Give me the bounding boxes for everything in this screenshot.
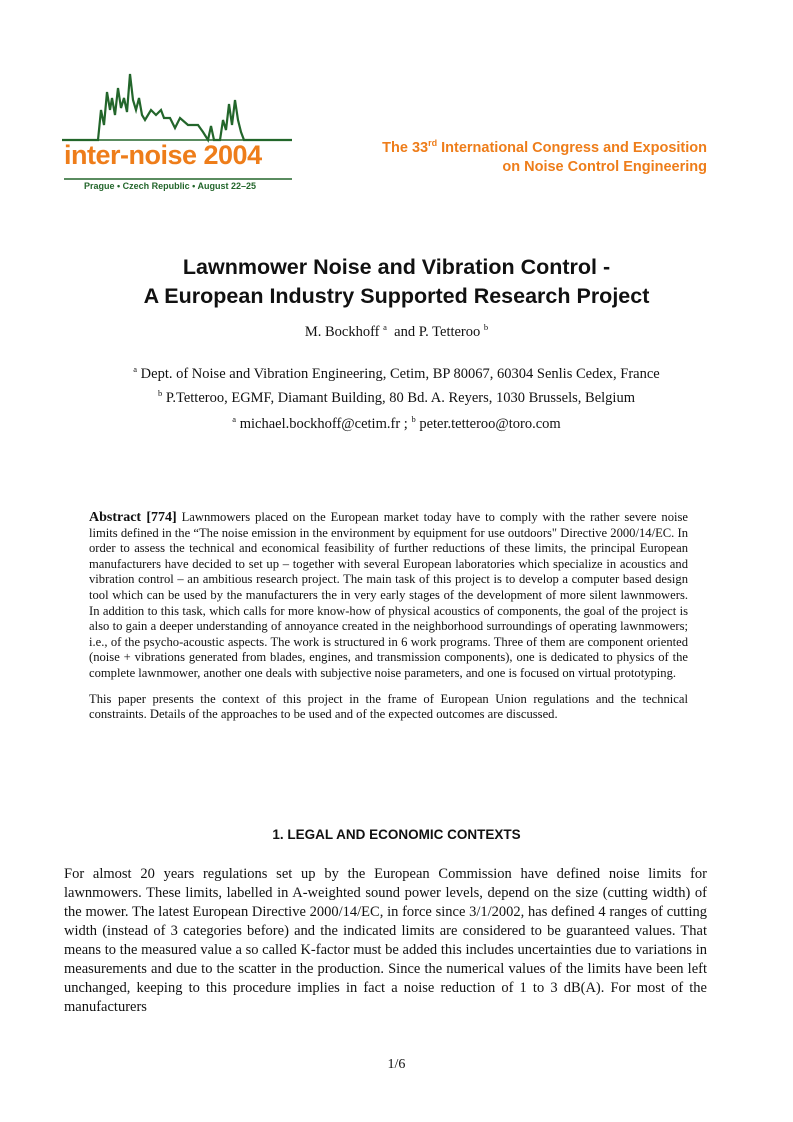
paper-title — [0, 253, 793, 311]
body-paragraph: For almost 20 years regulations set up by the European Commission have defined noise limits for lawnmowers. These limits, labelled in A-weighted sound power levels, depend on the size (cutting width) of the mower. The latest European Directive 2000/14/EC, in force since 3/1/2002, has defined 4 ranges of cutting width (instead of 3 categories before) and the indicated limits are considered to be guaranteed values. That means to the measured value a so called K-factor must be added this includes uncertainties due to variations in measurements and due to the scatter in the production. Since the numerical values of the limits have been left unchanged, keeping to this procedure implies in fact a noise reduction of 1 to 3 dB(A). For most of the manufacturers — [64, 866, 707, 1015]
title-line-1: Lawnmower Noise and Vibration Control - — [182, 255, 611, 279]
email-link-a[interactable]: michael.bockhoff@cetim.fr ; — [236, 415, 412, 432]
logo-wordmark: inter-noise 2004 — [64, 140, 262, 170]
prague-skyline-icon — [62, 74, 292, 140]
email-link-b[interactable]: peter.tetteroo@toro.com — [415, 415, 561, 432]
author-emails: $^a$ michael.bockhoff@cetim.fr ; $^b$ peter.tetteroo@toro.com — [232, 414, 561, 432]
logo-subtitle: Prague • Czech Republic • August 22–25 — [84, 181, 257, 191]
affiliation-a: $^a$ Dept. of Noise and Vibration Engineering, Cetim, BP 80067, 60304 Senlis Cedex, France — [133, 364, 660, 382]
abstract — [89, 510, 688, 733]
inter-noise-logo — [58, 70, 298, 195]
affiliation-b: $^b$ P.Tetteroo, EGMF, Diamant Building, 80 Bd. A. Reyers, 1030 Brussels, Belgium — [158, 387, 635, 406]
authors: M. Bockhoff $^a$ and P. Tetteroo $^b$ — [304, 322, 489, 340]
congress-title: The 33rd International Congress and Exposition on Noise Control Engineering — [382, 138, 707, 175]
abstract-paragraph-2: This paper presents the context of this project in the frame of European Union regulations and the technical constraints. Details of the approaches to be used and of the expected outcomes are discussed. — [89, 691, 688, 722]
abstract-paragraph-1: Abstract [774] Lawnmowers placed on the European market today have to comply with the rather severe noise limits defined in the “The noise emission in the environment by equipment for use outdoors" Directive 2000/14/EC. In order to assess the technical and economical feasibility of further reductions of these limits, the principal European manufacturers have decided to set up – together with several European laboratories which specialize in acoustics and vibration control – an ambitious research project. The main task of this project is to develop a computer based design tool which can be used by the manufacturers the in very early stages of the development of more silent lawnmowers. In addition to this task, which calls for more know-how of physical acoustics of components, the goal of the project is also to gain a deeper understanding of annoyance created in the neighborhood surroundings of operating lawnmowers; i.e., of the psycho-acoustic aspects. The work is structured in 6 work programs. Three of them are component oriented (noise + vibrations generated from blades, engines, and transmission components), one is dedicated to physics of the complete lawnmower, another one deals with subjective noise parameters, and one is focused on virtual prototyping. — [89, 510, 689, 680]
abstract-heading: Abstract [774] — [89, 510, 177, 525]
title-line-2: A European Industry Supported Research Project — [143, 284, 650, 308]
affiliations — [0, 360, 793, 408]
section-heading: 1. LEGAL AND ECONOMIC CONTEXTS — [272, 827, 521, 842]
page-number: 1/6 — [387, 1057, 406, 1072]
